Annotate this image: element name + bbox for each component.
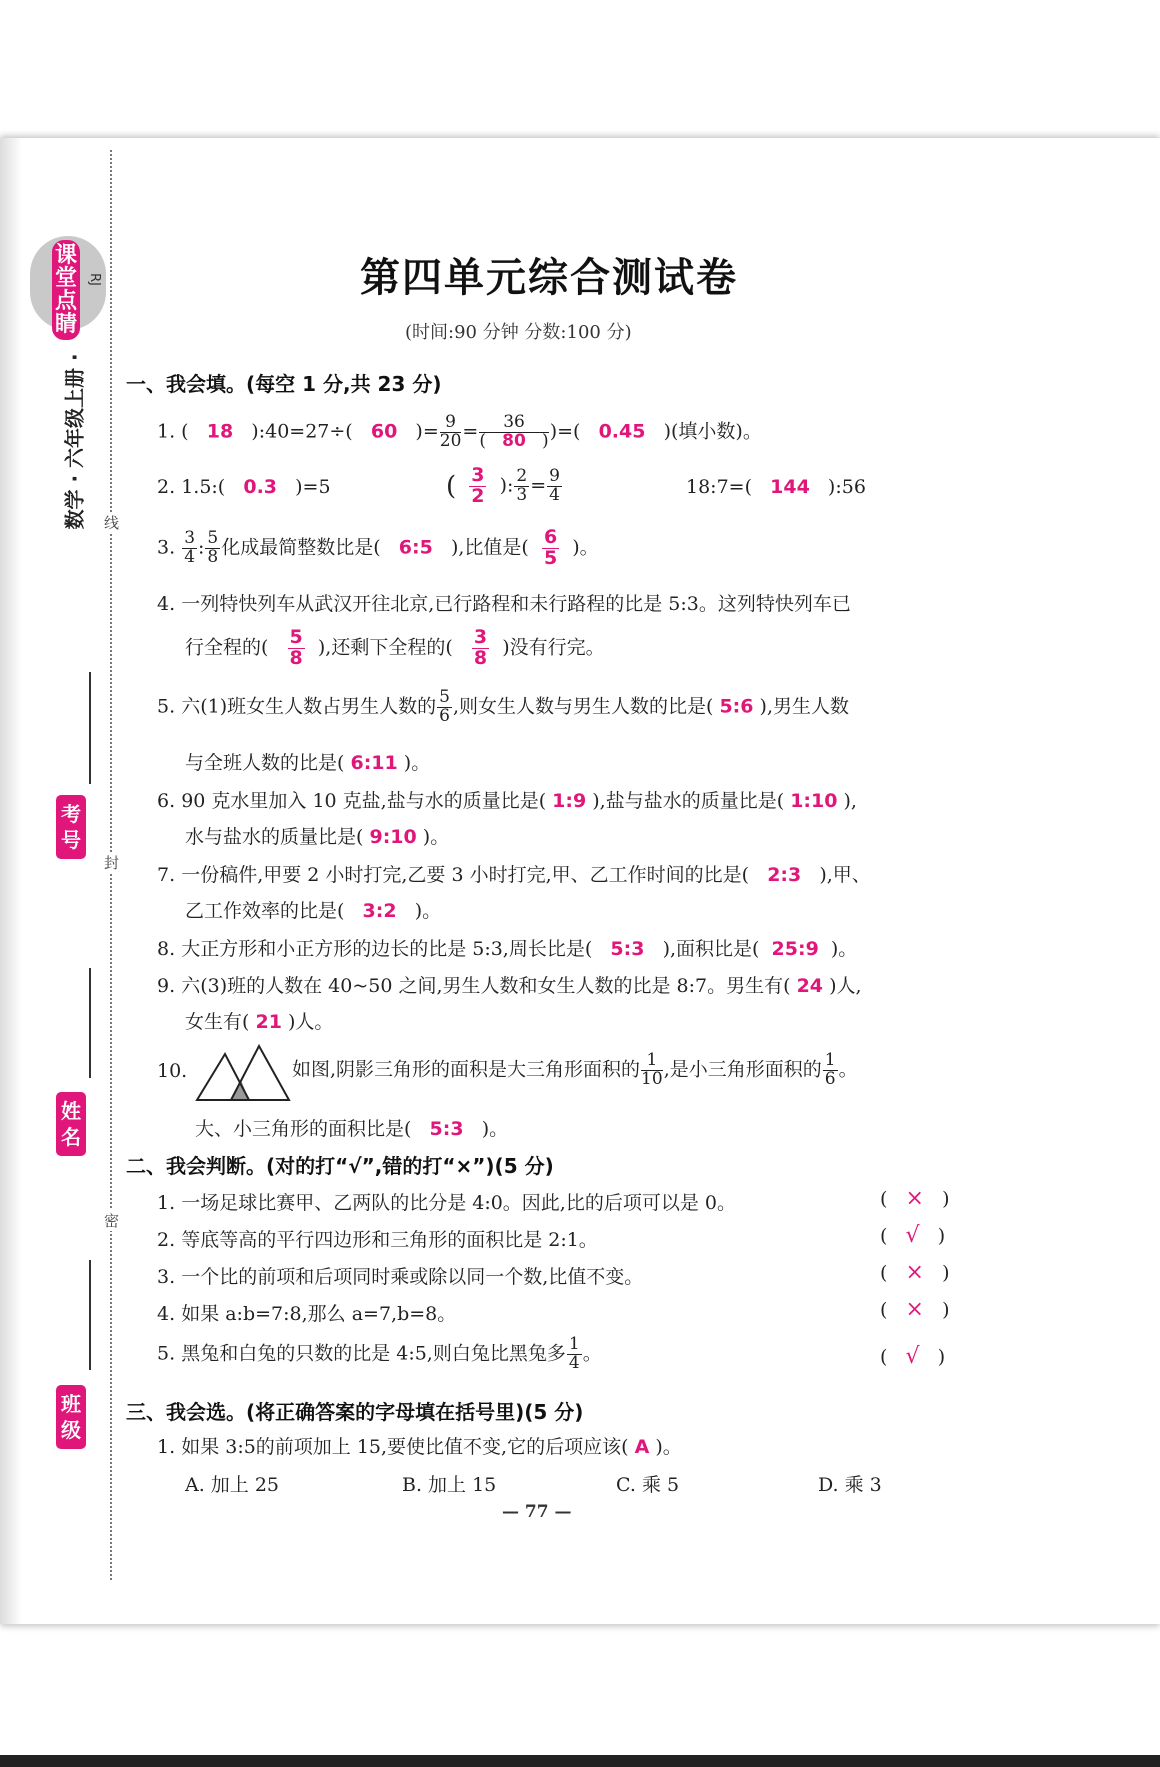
- fold-word-seal: 封: [104, 854, 120, 872]
- question-1-8: 8. 大正方形和小正方形的边长的比是 5:3,周长比是( 5:3 ),面积比是( 25:9 )。: [157, 938, 858, 960]
- judge-item: 4. 如果 a:b=7:8,那么 a=7,b=8。: [157, 1303, 457, 1325]
- class-line: [89, 1260, 91, 1370]
- answer: 5:6: [719, 695, 754, 718]
- judge-item: 3. 一个比的前项和后项同时乘或除以同一个数,比值不变。: [157, 1266, 644, 1288]
- choice-option-a: A. 加上 25: [185, 1474, 280, 1496]
- cross-mark: ×: [905, 1186, 924, 1211]
- answer: A: [634, 1436, 650, 1458]
- question-1-5-line2: 与全班人数的比是( 6:11 )。: [185, 752, 431, 774]
- choice-option-c: C. 乘 5: [616, 1474, 680, 1496]
- answer: 60: [370, 420, 398, 443]
- judge-item: 5. 黑兔和白兔的只数的比是 4:5,则白兔比黑兔多 $\frac{1}{4}$ 。: [157, 1334, 602, 1373]
- choice-option-b: B. 加上 15: [402, 1474, 497, 1496]
- page-number: — 77 —: [502, 1502, 572, 1522]
- judge-answer-box: ( × ): [880, 1186, 950, 1211]
- answer: 1:10: [790, 790, 838, 812]
- question-1-6-line2: 水与盐水的质量比是( 9:10 )。: [185, 826, 450, 848]
- series-code: RJ: [86, 273, 102, 286]
- answer: 2:3: [767, 864, 802, 886]
- fold-word-line: 线: [104, 514, 120, 532]
- question-1-10-number: 10.: [157, 1060, 188, 1082]
- page-title: 第四单元综合测试卷: [360, 254, 738, 301]
- two-triangles-figure: [195, 1044, 291, 1102]
- answer: 0.45: [598, 420, 646, 443]
- judge-answer-box: ( × ): [880, 1260, 950, 1285]
- answer: 0.3: [243, 476, 278, 498]
- answer: 1:9: [552, 790, 587, 812]
- choice-option-d: D. 乘 3: [818, 1474, 882, 1496]
- cross-mark: ×: [905, 1297, 924, 1322]
- name-line: [89, 968, 91, 1078]
- question-1-10-line2: 大、小三角形的面积比是( 5:3 )。: [195, 1118, 509, 1140]
- question-1-2b: ( $\frac{3}{2}$ ): $\frac{2}{3}$ = $\frac{9}{4}$: [446, 464, 560, 507]
- question-1-5-line1: 5. 六(1)班女生人数占男生人数的 $\frac{5}{6}$ ,则女生人数与男生人数的比是( 5:6 ),男生人数: [157, 687, 849, 726]
- question-1-4-line1: 4. 一列特快列车从武汉开往北京,已行路程和未行路程的比是 5:3。这列特快列车已: [157, 593, 851, 615]
- section-3-heading: 三、我会选。(将正确答案的字母填在括号里)(5 分): [126, 1400, 584, 1424]
- answer: 6:11: [350, 752, 398, 774]
- judge-item: 1. 一场足球比赛甲、乙两队的比分是 4:0。因此,比的后项可以是 0。: [157, 1192, 736, 1214]
- exam-number-line: [89, 672, 91, 784]
- question-1-6-line1: 6. 90 克水里加入 10 克盐,盐与水的质量比是( 1:9 ),盐与盐水的质量比是( 1:10 ),: [157, 790, 857, 812]
- answer: 24: [796, 975, 824, 997]
- question-1-9-line2: 女生有( 21 )人。: [185, 1011, 334, 1033]
- answer: 144: [770, 476, 810, 498]
- judge-answer-box: ( × ): [880, 1297, 950, 1322]
- check-mark: √: [905, 1223, 920, 1248]
- question-1-1: 1. ( 18 ):40=27÷( 60 )= $\frac{9}{20}$ = $\frac{36}{( 80 )}$ )=( 0.45 )(填小数)。: [157, 412, 762, 451]
- question-1-10-line1: 如图,阴影三角形的面积是大三角形面积的 $\frac{1}{10}$ ,是小三角形面积的 $\frac{1}{6}$ 。: [292, 1050, 858, 1089]
- judge-answer-box: ( √ ): [880, 1223, 946, 1248]
- answer: 6:5: [398, 536, 433, 559]
- judge-answer-box: ( √ ): [880, 1344, 946, 1369]
- question-1-4-line2: 行全程的( $\frac{5}{8}$ ),还剩下全程的( $\frac{3}{8}$ )没有行完。: [185, 626, 605, 669]
- series-logo-text: 课堂点睛: [52, 240, 80, 340]
- fold-word-dense: 密: [104, 1212, 120, 1230]
- page-subtitle: (时间:90 分钟 分数:100 分): [405, 322, 632, 343]
- question-1-7-line2: 乙工作效率的比是( 3:2 )。: [185, 900, 442, 922]
- choice-question-1: 1. 如果 3:5的前项加上 15,要使比值不变,它的后项应该( A )。: [157, 1436, 682, 1458]
- section-2-heading: 二、我会判断。(对的打“√”,错的打“×”)(5 分): [126, 1154, 554, 1178]
- answer: 3:2: [362, 900, 397, 922]
- question-1-2a: 2. 1.5:( 0.3 )=5: [157, 476, 331, 498]
- answer: 18: [206, 420, 234, 443]
- class-label: 班级: [56, 1385, 86, 1449]
- question-1-3: 3. $\frac{3}{4}$ : $\frac{5}{8}$ 化成最简整数比是( 6:5 ),比值是( $\frac{6}{5}$ )。: [157, 526, 599, 569]
- judge-item: 2. 等底等高的平行四边形和三角形的面积比是 2:1。: [157, 1229, 598, 1251]
- answer: 21: [255, 1011, 282, 1033]
- book-name: 数学 · 六年级上册 ·: [62, 353, 87, 530]
- question-1-9-line1: 9. 六(3)班的人数在 40~50 之间,男生人数和女生人数的比是 8:7。男生有( 24 )人,: [157, 975, 862, 997]
- answer: 5:3: [610, 938, 645, 960]
- question-1-7-line1: 7. 一份稿件,甲要 2 小时打完,乙要 3 小时打完,甲、乙工作时间的比是( 2:3 ),甲、: [157, 864, 871, 886]
- check-mark: √: [905, 1344, 920, 1369]
- answer: 5:3: [429, 1118, 464, 1140]
- name-label: 姓名: [56, 1092, 86, 1156]
- bottom-bar: [0, 1755, 1160, 1767]
- exam-number-label: 考号: [56, 795, 86, 859]
- section-1-heading: 一、我会填。(每空 1 分,共 23 分): [126, 372, 442, 396]
- answer: 9:10: [369, 826, 417, 848]
- question-1-2c: 18:7=( 144 ):56: [686, 476, 866, 498]
- cross-mark: ×: [905, 1260, 924, 1285]
- answer: 25:9: [771, 938, 819, 960]
